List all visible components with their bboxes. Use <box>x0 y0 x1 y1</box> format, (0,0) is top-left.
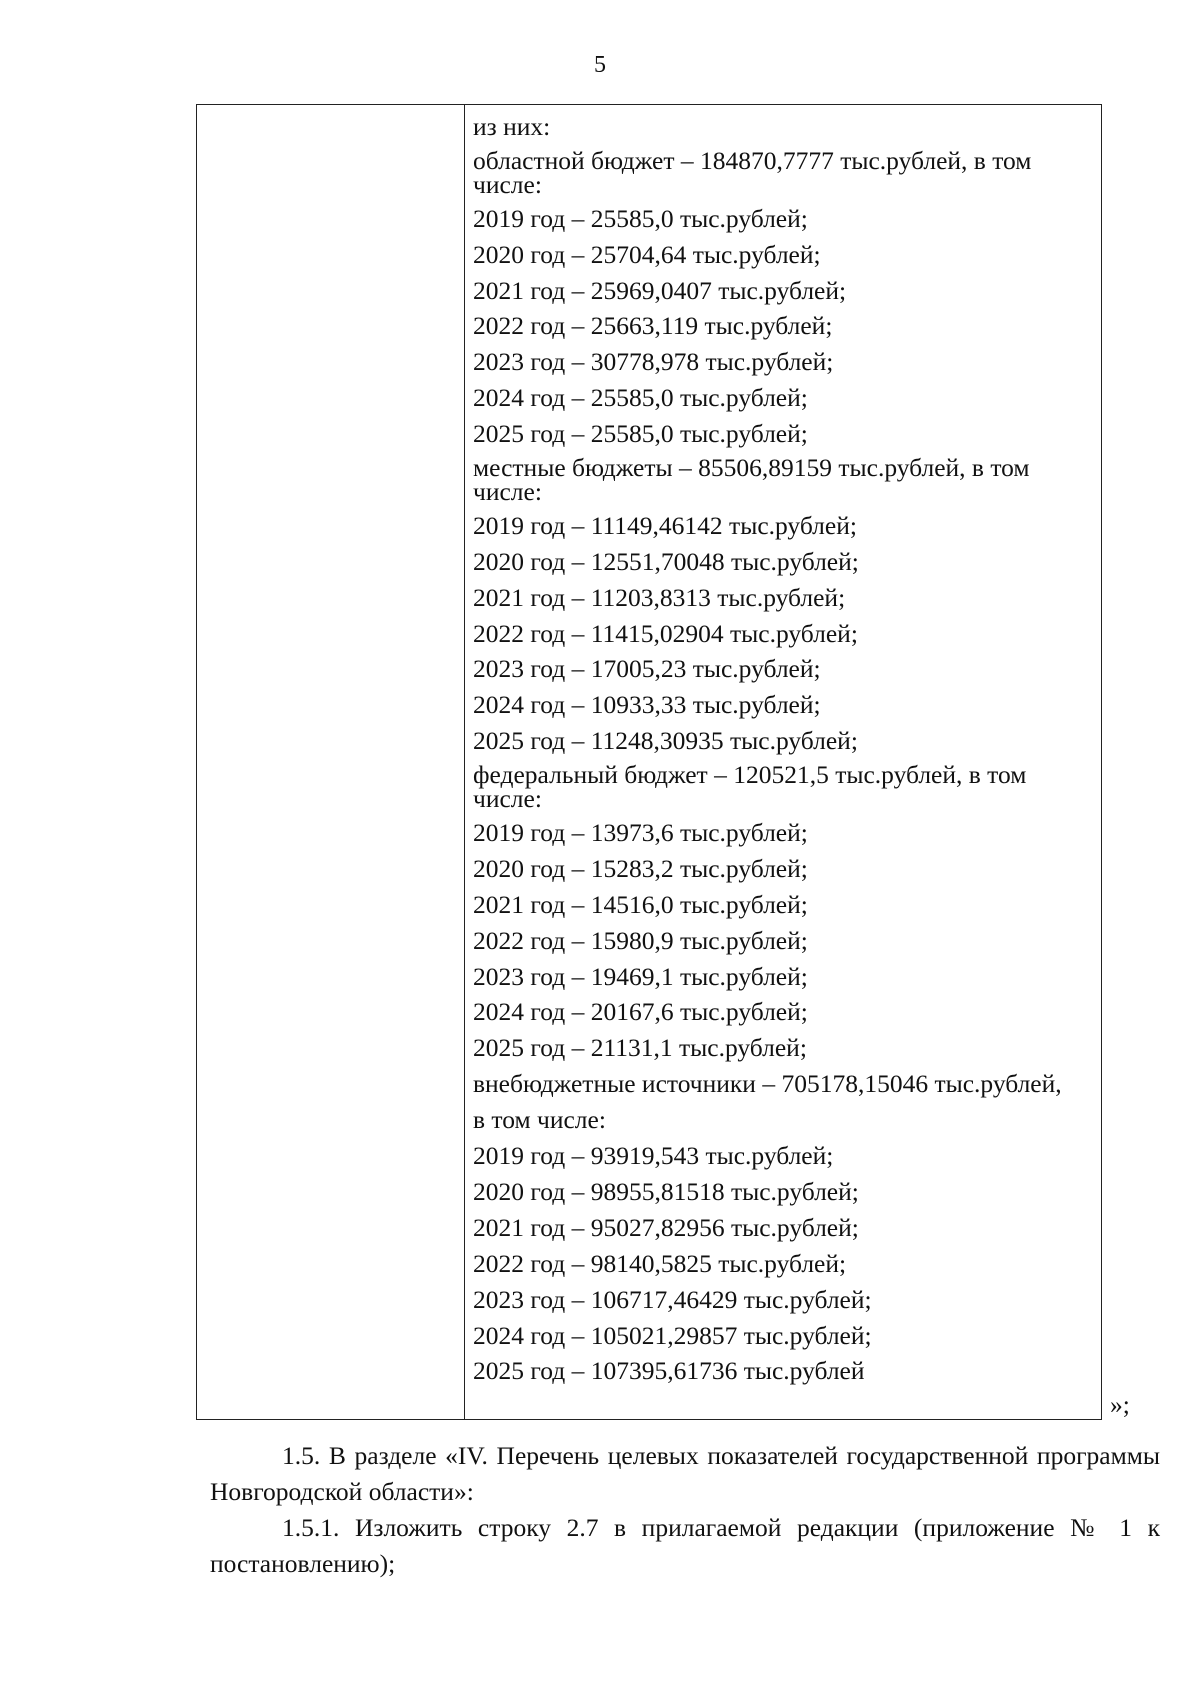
table-line: 2019 год – 11149,46142 тыс.рублей; <box>473 510 857 540</box>
table-line: 2020 год – 98955,81518 тыс.рублей; <box>473 1176 859 1206</box>
table-line: 2020 год – 12551,70048 тыс.рублей; <box>473 546 859 576</box>
table-line: 2024 год – 20167,6 тыс.рублей; <box>473 997 808 1027</box>
table-line: 2021 год – 11203,8313 тыс.рублей; <box>473 582 846 612</box>
table-line: местные бюджеты – 85506,89159 тыс.рублей, в том числе: <box>473 453 1030 507</box>
table-line: 2022 год – 25663,119 тыс.рублей; <box>473 311 833 341</box>
table-line: 2022 год – 15980,9 тыс.рублей; <box>473 925 808 955</box>
table-line: 2023 год – 106717,46429 тыс.рублей; <box>473 1284 872 1314</box>
table-line: в том числе: <box>473 1105 606 1135</box>
table-line: 2022 год – 11415,02904 тыс.рублей; <box>473 618 858 648</box>
table-line: 2019 год – 13973,6 тыс.рублей; <box>473 818 808 848</box>
table-line: внебюджетные источники – 705178,15046 тыс.рублей, <box>473 1069 1062 1099</box>
paragraph-1-5-1 <box>210 1510 1160 1582</box>
table-line: из них: <box>473 112 551 141</box>
table-right-cell <box>465 105 1101 1419</box>
table-line: 2024 год – 10933,33 тыс.рублей; <box>473 690 821 720</box>
table-line: 2024 год – 25585,0 тыс.рублей; <box>473 383 808 413</box>
table-line: 2020 год – 25704,64 тыс.рублей; <box>473 239 821 269</box>
table-line: 2020 год – 15283,2 тыс.рублей; <box>473 853 808 883</box>
table-line: 2023 год – 17005,23 тыс.рублей; <box>473 654 821 684</box>
table-line: 2023 год – 19469,1 тыс.рублей; <box>473 961 808 991</box>
paragraph-text: 1.5. В разделе «IV. Перечень целевых показателей государственной программы Новгородской области»: <box>210 1441 1160 1506</box>
closing-quote: »; <box>1110 1390 1130 1419</box>
page-number: 5 <box>594 52 606 78</box>
table-line: 2021 год – 25969,0407 тыс.рублей; <box>473 275 847 305</box>
table-line: 2019 год – 25585,0 тыс.рублей; <box>473 203 808 233</box>
table-line: 2024 год – 105021,29857 тыс.рублей; <box>473 1320 872 1350</box>
table-line: федеральный бюджет – 120521,5 тыс.рублей, в том числе: <box>473 760 1027 814</box>
table-line: областной бюджет – 184870,7777 тыс.рублей, в том числе: <box>473 145 1032 199</box>
table-line: 2023 год – 30778,978 тыс.рублей; <box>473 347 834 377</box>
table-line: 2022 год – 98140,5825 тыс.рублей; <box>473 1248 847 1278</box>
table-line: 2021 год – 95027,82956 тыс.рублей; <box>473 1212 859 1242</box>
table-line: 2025 год – 11248,30935 тыс.рублей; <box>473 726 858 756</box>
paragraph-1-5 <box>210 1438 1160 1510</box>
table-line: 2025 год – 21131,1 тыс.рублей; <box>473 1033 807 1063</box>
table-line: 2019 год – 93919,543 тыс.рублей; <box>473 1141 834 1171</box>
table-line: 2025 год – 25585,0 тыс.рублей; <box>473 419 808 449</box>
table-line: 2025 год – 107395,61736 тыс.рублей <box>473 1356 865 1386</box>
paragraph-text: 1.5.1. Изложить строку 2.7 в прилагаемой редакции (приложение № 1 к постановлению); <box>210 1513 1160 1578</box>
table-left-cell <box>197 105 465 1419</box>
funding-table <box>196 104 1102 1420</box>
table-line: 2021 год – 14516,0 тыс.рублей; <box>473 889 808 919</box>
